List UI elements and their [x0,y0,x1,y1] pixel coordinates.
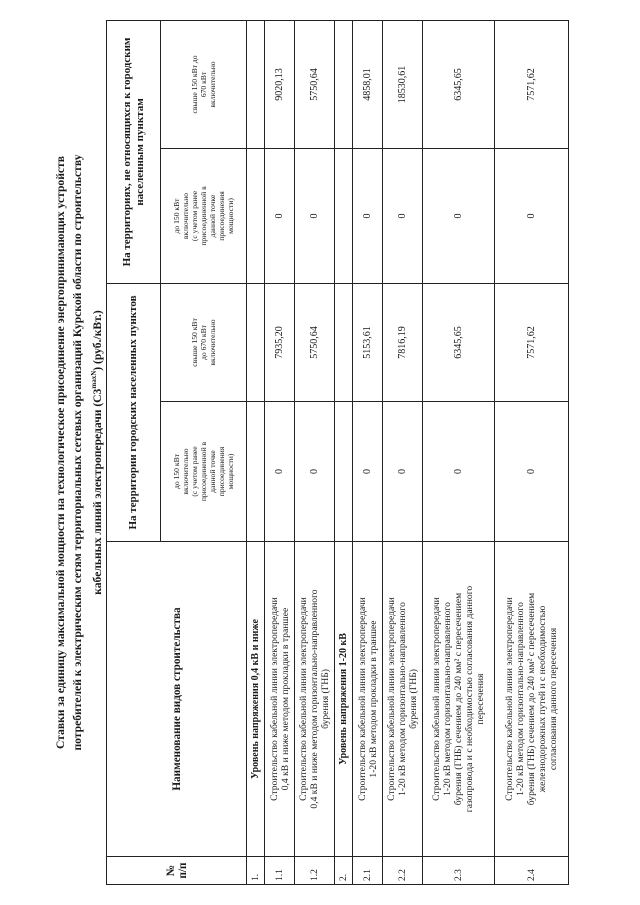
header-number: № п/п [107,857,247,885]
header-text-line: 670 кВт [199,71,208,98]
section-row [247,20,265,884]
description-line: 0,4 кВ и ниже методом прокладки в траншее [279,607,291,791]
urban-150-670-value: 7571,62 [495,283,569,401]
row-number: 2.3 [423,857,495,885]
description-line: Строительство кабельной линии электропередачи [356,597,368,801]
row-number: 2.2 [383,857,423,885]
construction-description [423,542,495,857]
description-line: 1-20 кВ методом горизонтально-направленного [442,602,453,796]
construction-description [383,542,423,857]
empty-cell [247,283,265,401]
section-title: Уровень напряжения 1-20 кВ [335,542,353,857]
rural-to150-value: 0 [295,148,335,283]
table-row [495,20,569,884]
description-line: 1-20 кВ методом горизонтально-направленного [397,602,408,796]
urban-to150-value: 0 [423,402,495,542]
header-text-line: присоединения [217,191,226,241]
header-urban-territory: На территории городских населенных пунктов [107,283,161,541]
table-row [423,20,495,884]
row-number: 2.4 [495,857,569,885]
row-number: 2.1 [353,857,383,885]
urban-to150-value: 0 [295,402,335,542]
description-line: Строительство кабельной линии электропередачи [386,597,397,801]
description-line: Строительство кабельной линии электропередачи [504,597,515,801]
rural-150-670-value: 5750,64 [295,20,335,148]
document-title-line-3 [86,0,106,905]
header-text-line: мощности) [226,198,235,234]
table-row [265,20,295,884]
header-text-line: свыше 150 кВт [190,318,199,367]
header-text-line: (с учетом ранее [190,446,199,497]
empty-cell [247,402,265,542]
header-construction-type: Наименование видов строительства [107,542,247,857]
header-text-line: включительно [181,448,190,495]
section-row [335,20,353,884]
description-line: бурения (ГНБ) [408,669,419,729]
row-number: 1.2 [295,857,335,885]
header-text-line: включительно [208,61,217,108]
construction-description [265,542,295,857]
urban-to150-value: 0 [353,402,383,542]
empty-cell [247,148,265,283]
header-rural-up-to-150kw [161,148,247,283]
header-text-line: до 670 кВт [199,325,208,360]
empty-cell [335,402,353,542]
row-number: 1. [247,857,265,885]
header-text-line: присоединенной в [199,186,208,246]
description-line: бурения (ГНБ) [320,669,331,729]
rural-to150-value: 0 [495,148,569,283]
header-urban-up-to-150kw [161,402,247,542]
urban-to150-value: 0 [265,402,295,542]
description-line: 1-20 кВ методом прокладки в траншее [367,620,379,778]
urban-150-670-value: 6345,65 [423,283,495,401]
empty-cell [335,20,353,148]
description-line: Строительство кабельной линии электропередачи [431,597,442,801]
header-text-line: включительно [208,319,217,366]
table-row [383,20,423,884]
construction-description [353,542,383,857]
empty-cell [335,148,353,283]
header-text-line: (с учетом ранее [190,190,199,242]
rural-150-670-value: 7571,62 [495,20,569,148]
description-line: Строительство кабельной линии электропередачи [298,597,309,801]
rural-to150-value: 0 [353,148,383,283]
description-line: 1-20 кВ методом горизонтально-направленного [515,602,526,796]
document-title-line-2: потребителей к электрическим сетям территориальных сетевых организаций Курской области по строительству [71,154,84,751]
rural-150-670-value: 18530,61 [383,20,423,148]
urban-150-670-value: 5153,61 [353,283,383,401]
table-row [295,20,335,884]
header-text-line: мощности) [226,453,235,490]
empty-cell [335,283,353,401]
row-number: 1.1 [265,857,295,885]
description-line: газопровода и с необходимостью согласования данного [464,585,475,813]
description-line: железнодорожных путей и с необходимостью [537,605,548,793]
urban-150-670-value: 7935,20 [265,283,295,401]
title-text-before: кабельных линий электропередачи (С3 [90,388,104,595]
rates-table [106,20,569,885]
rural-150-670-value: 9020,13 [265,20,295,148]
header-rural-150-to-670kw [161,20,247,148]
construction-description [495,542,569,857]
urban-to150-value: 0 [495,402,569,542]
header-text-line: данной точке [208,450,217,493]
header-text-line: до 150 кВт [172,198,181,234]
header-text-line: до 150 кВт [172,454,181,489]
description-line: бурения (ГНБ) сечением до 240 мм² с пересечением [453,592,464,806]
header-text-line: присоединения [217,446,226,497]
document-title-line-1: Ставки за единицу максимальной мощности на технологическое присоединение энергопринимающих устройств [54,156,67,749]
rural-to150-value: 0 [383,148,423,283]
title-text-after: ) (руб./кВт.) [90,310,104,371]
rural-150-670-value: 4858,01 [353,20,383,148]
title-superscript: maxN [90,370,98,389]
header-text-line: данной точке [208,194,217,238]
section-title: Уровень напряжения 0,4 кВ и ниже [247,542,265,857]
urban-150-670-value: 5750,64 [295,283,335,401]
header-text-line: включительно [181,192,190,240]
header-text-line: свыше 150 кВт до [190,55,199,114]
header-rural-territory: На территориях, не относящихся к городским населенным пунктам [107,20,161,283]
empty-cell [247,20,265,148]
description-line: 0,4 кВ и ниже методом горизонтально-направленного [309,589,320,809]
construction-description [295,542,335,857]
urban-150-670-value: 7816,19 [383,283,423,401]
description-line: Строительство кабельной линии электропередачи [268,597,280,801]
description-line: согласования данного пересечения [548,627,559,771]
header-text-line: присоединенной в [199,441,208,502]
description-line: бурения (ГНБ) сечением до 240 мм² с пересечением [526,592,537,806]
header-urban-150-to-670kw [161,283,247,401]
urban-to150-value: 0 [383,402,423,542]
description-line: пересечения [475,673,486,725]
rural-to150-value: 0 [423,148,495,283]
rural-to150-value: 0 [265,148,295,283]
table-row [353,20,383,884]
row-number: 2. [335,857,353,885]
rural-150-670-value: 6345,65 [423,20,495,148]
